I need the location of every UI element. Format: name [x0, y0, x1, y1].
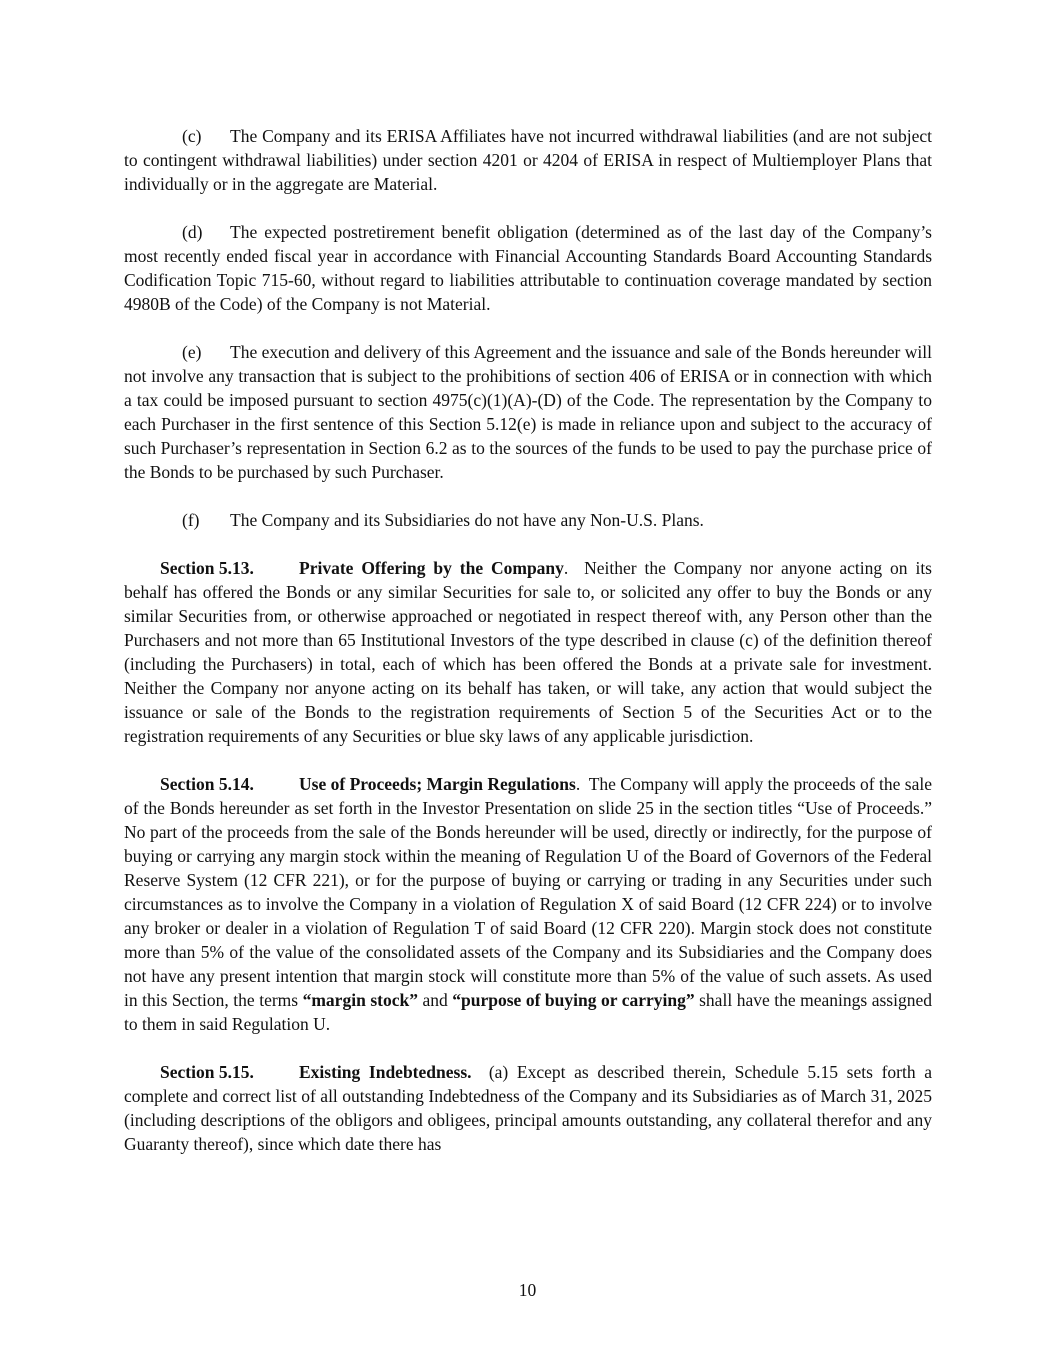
section-5-13-text: Neither the Company nor anyone acting on its behalf has offered the Bonds or any similar Securities for sale to, or solicited any offer to buy the Bonds or any similar Securities from, or otherwise approached or negotiated in respect thereof with, any Person other than the Purchasers and not more than 65 Institutional Investors of the type described in clause (c) of the definition thereof (including the Purchasers) in total, each of which has been offered the Bonds at a private sale for investment. Neither the Company nor anyone acting on its behalf has taken, or will take, any action that would subject the issuance or sale of the Bonds to the registration requirements of Section 5 of the Securities Act or to the registration requirements of any Securities or blue sky laws of any applicable jurisdiction.	[124, 558, 932, 746]
section-5-14-number: Section 5.14.	[160, 774, 254, 794]
paragraph-e	[124, 340, 932, 484]
section-5-14-text-a: The Company will apply the proceeds of the sale of the Bonds hereunder as set forth in the Investor Presentation on slide 25 in the section titles “Use of Proceeds.” No part of the proceeds from the sale of the Bonds hereunder will be used, directly or indirectly, for the purpose of buying or carrying any margin stock within the meaning of Regulation U of the Board of Governors of the Federal Reserve System (12 CFR 221), or for the purpose of buying or carrying or trading in any Securities under such circumstances as to involve the Company in a violation of Regulation X of said Board (12 CFR 224) or to involve any broker or dealer in a violation of Regulation T of said Board (12 CFR 220). Margin stock does not constitute more than 5% of the value of the consolidated assets of the Company and its Subsidiaries and the Company does not have any present intention that margin stock will constitute more than 5% of the value of such assets. As used in this Section, the terms	[124, 774, 933, 1010]
section-5-14-title-punct: .	[575, 774, 581, 794]
paragraph-d	[124, 220, 932, 316]
section-5-13-title-punct: .	[563, 558, 569, 578]
section-5-14	[124, 772, 932, 1036]
defined-term-purpose-of-buying: “purpose of buying or carrying”	[452, 990, 695, 1010]
paragraph-e-label: (e)	[182, 342, 202, 362]
paragraph-d-label: (d)	[182, 222, 203, 242]
paragraph-f-label: (f)	[182, 510, 200, 530]
paragraph-e-text: The execution and delivery of this Agreement and the issuance and sale of the Bonds hereunder will not involve any transaction that is subject to the prohibitions of section 406 of ERISA or in connection with which a tax could be imposed pursuant to section 4975(c)(1)(A)-(D) of the Code. The representation by the Company to each Purchaser in the first sentence of this Section 5.12(e) is made in reliance upon and subject to the accuracy of such Purchaser’s representation in Section 6.2 as to the sources of the funds to be used to pay the purchase price of the Bonds to be purchased by such Purchaser.	[124, 342, 932, 482]
paragraph-c	[124, 124, 932, 196]
section-5-15	[124, 1060, 932, 1156]
paragraph-d-text: The expected postretirement benefit obligation (determined as of the last day of the Company’s most recently ended fiscal year in accordance with Financial Accounting Standards Board Accounting Standards Codification Topic 715-60, without regard to liabilities attributable to continuation coverage mandated by section 4980B of the Code) of the Company is not Material.	[124, 222, 932, 314]
section-5-13-number: Section 5.13.	[160, 558, 254, 578]
section-5-14-title: Use of Proceeds; Margin Regulations	[299, 774, 576, 794]
section-5-14-text-b: shall have the meanings assigned to them in said Regulation U.	[124, 990, 932, 1034]
paragraph-c-label: (c)	[182, 126, 202, 146]
section-5-15-number: Section 5.15.	[160, 1062, 254, 1082]
section-5-13	[124, 556, 932, 748]
section-5-14-and: and	[422, 990, 448, 1010]
paragraph-f	[124, 508, 932, 532]
page-number: 10	[518, 1280, 537, 1300]
paragraph-c-text: The Company and its ERISA Affiliates have not incurred withdrawal liabilities (and are not subject to contingent withdrawal liabilities) under section 4201 or 4204 of ERISA in respect of Multiemployer Plans that individually or in the aggregate are Material.	[124, 126, 932, 194]
section-5-15-title: Existing Indebtedness.	[299, 1062, 472, 1082]
section-5-13-title: Private Offering by the Company	[299, 558, 564, 578]
defined-term-margin-stock: “margin stock”	[302, 990, 418, 1010]
document-page	[124, 124, 932, 1156]
paragraph-f-text: The Company and its Subsidiaries do not have any Non-U.S. Plans.	[230, 510, 704, 530]
section-5-15-text: (a) Except as described therein, Schedule 5.15 sets forth a complete and correct list of all outstanding Indebtedness of the Company and its Subsidiaries as of March 31, 2025 (including descriptions of the obligors and obligees, principal amounts outstanding, any collateral therefor and any Guaranty thereof), since which date there has	[124, 1062, 932, 1154]
